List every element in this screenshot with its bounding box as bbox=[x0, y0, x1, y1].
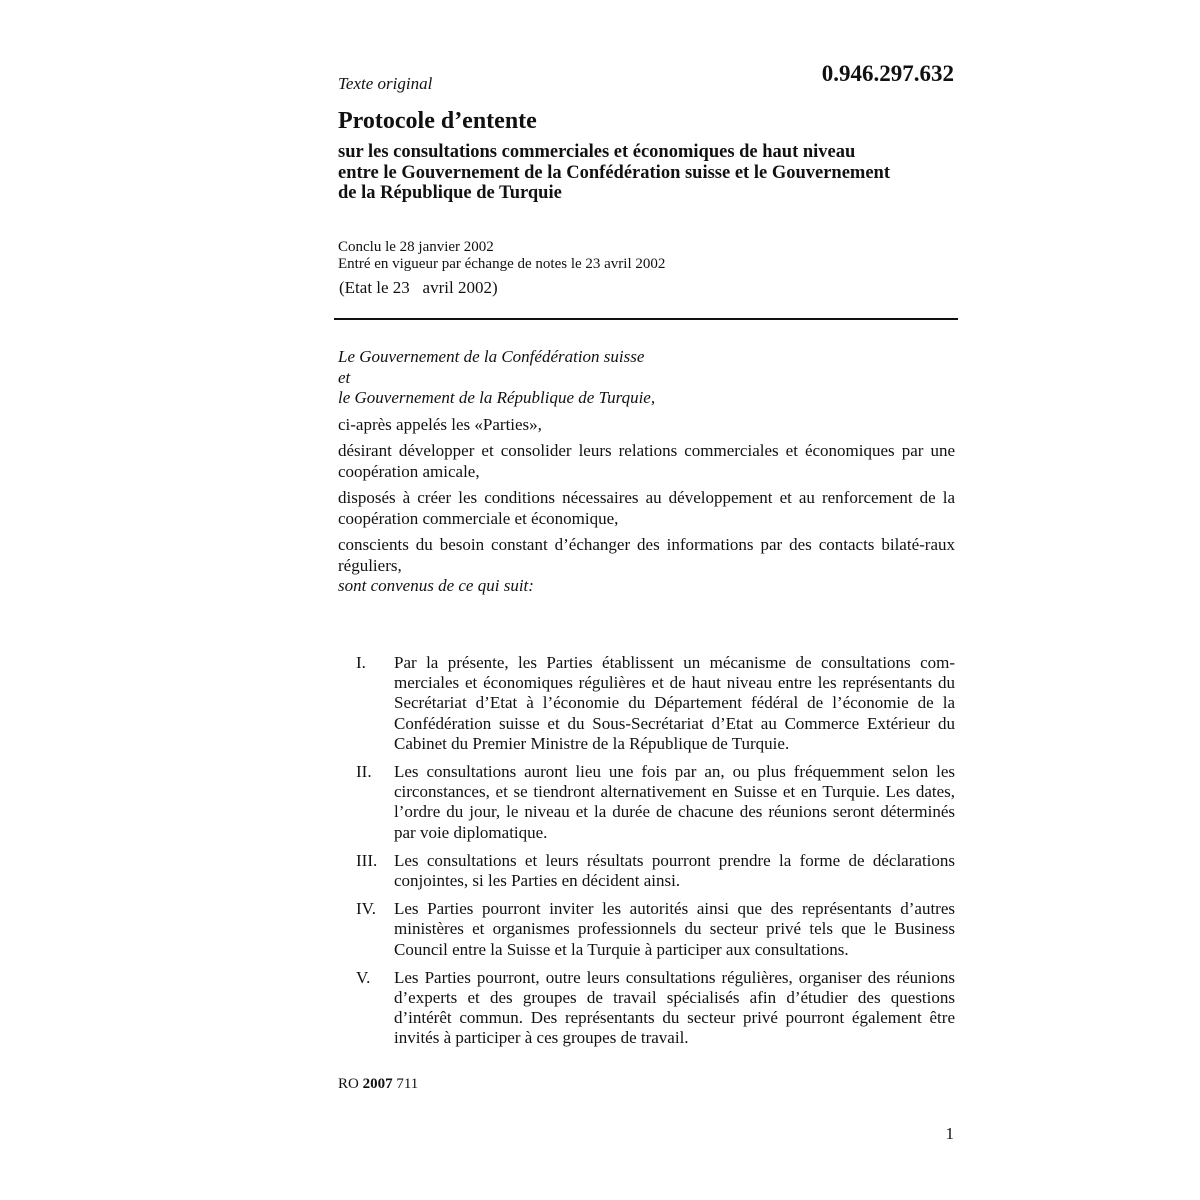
party-conjunction: et bbox=[338, 367, 351, 387]
article-text: Les Parties pourront inviter les autorités ainsi que des représentants d’autres ministères et organismes professionnels du secteur privé tels que le Business Council entre la Suisse et la Turquie à participer aux consultations. bbox=[394, 899, 955, 959]
article-number: II. bbox=[356, 762, 372, 782]
dates-block bbox=[338, 239, 665, 273]
article bbox=[338, 851, 955, 891]
sr-number: 0.946.297.632 bbox=[821, 61, 954, 86]
article-text: Les Parties pourront, outre leurs consultations régulières, organiser des réunions d’experts et des groupes de travail spécialisés afin d’étudier des questions d’intérêt commun. Des représentants du secteur privé pourront également être invités à participer à ces groupes de travail. bbox=[394, 967, 955, 1048]
party-2: le Gouvernement de la République de Turquie, bbox=[338, 388, 656, 407]
subtitle-line: de la République de Turquie bbox=[338, 183, 562, 203]
article bbox=[338, 762, 955, 843]
ro-page: 711 bbox=[396, 1076, 419, 1092]
article-text: Par la présente, les Parties établissent un mécanisme de consultations com-merciales et économiques régulières et de haut niveau entre les représentants du Secrétariat d’Etat à l’économie du Département fédéral de l’économie de la Confédération suisse et du Sous-Secrétariat d’Etat au Commerce Extérieur du Cabinet du Premier Ministre de la République de Turquie. bbox=[394, 653, 955, 753]
document-title: Protocole d’entente bbox=[338, 108, 537, 134]
original-text-label: Texte original bbox=[338, 74, 433, 93]
article-number: V. bbox=[356, 967, 371, 987]
subtitle-line: sur les consultations commerciales et économiques de haut niveau bbox=[338, 142, 856, 162]
article bbox=[338, 968, 955, 1049]
official-compilation-reference bbox=[338, 1076, 418, 1093]
preamble-paragraph: disposés à créer les conditions nécessaires au développement et au renforcement de la coopération commerciale et économique, bbox=[338, 488, 955, 528]
entry-into-force-date: Entré en vigueur par échange de notes le 23 avril 2002 bbox=[338, 256, 666, 272]
concluded-date: Conclu le 28 janvier 2002 bbox=[338, 239, 494, 255]
article-text: Les consultations auront lieu une fois par an, ou plus fréquemment selon les circonstances, et se tiendront alternativement en Suisse et en Turquie. Les dates, l’ordre du jour, le niveau et la durée de chacune des réunions seront déterminés par voie diplomatique. bbox=[394, 762, 955, 842]
article-number: III. bbox=[356, 850, 378, 870]
article-number: IV. bbox=[356, 899, 376, 919]
preamble bbox=[338, 347, 955, 597]
preamble-paragraph: ci-après appelés les «Parties», bbox=[338, 414, 542, 434]
articles-list bbox=[338, 653, 955, 1057]
header-divider bbox=[334, 318, 958, 320]
preamble-paragraph: désirant développer et consolider leurs relations commerciales et économiques par une coopération amicale, bbox=[338, 441, 955, 481]
subtitle-line: entre le Gouvernement de la Confédération suisse et le Gouvernement bbox=[338, 162, 890, 183]
article bbox=[338, 899, 955, 960]
agreement-clause: sont convenus de ce qui suit: bbox=[338, 576, 534, 595]
article-text: Les consultations et leurs résultats pourront prendre la forme de déclarations conjointes, si les Parties en décident ainsi. bbox=[394, 850, 955, 891]
ro-prefix: RO bbox=[338, 1076, 359, 1092]
page-number: 1 bbox=[945, 1124, 954, 1143]
article-number: I. bbox=[356, 653, 366, 672]
document-subtitle bbox=[338, 142, 958, 204]
ro-year: 2007 bbox=[362, 1076, 393, 1092]
state-date: (Etat le 23 avril 2002) bbox=[339, 278, 498, 297]
preamble-paragraph: conscients du besoin constant d’échanger des informations par des contacts bilaté-raux réguliers, bbox=[338, 535, 955, 575]
party-1: Le Gouvernement de la Confédération suisse bbox=[338, 347, 645, 366]
article bbox=[338, 653, 955, 754]
